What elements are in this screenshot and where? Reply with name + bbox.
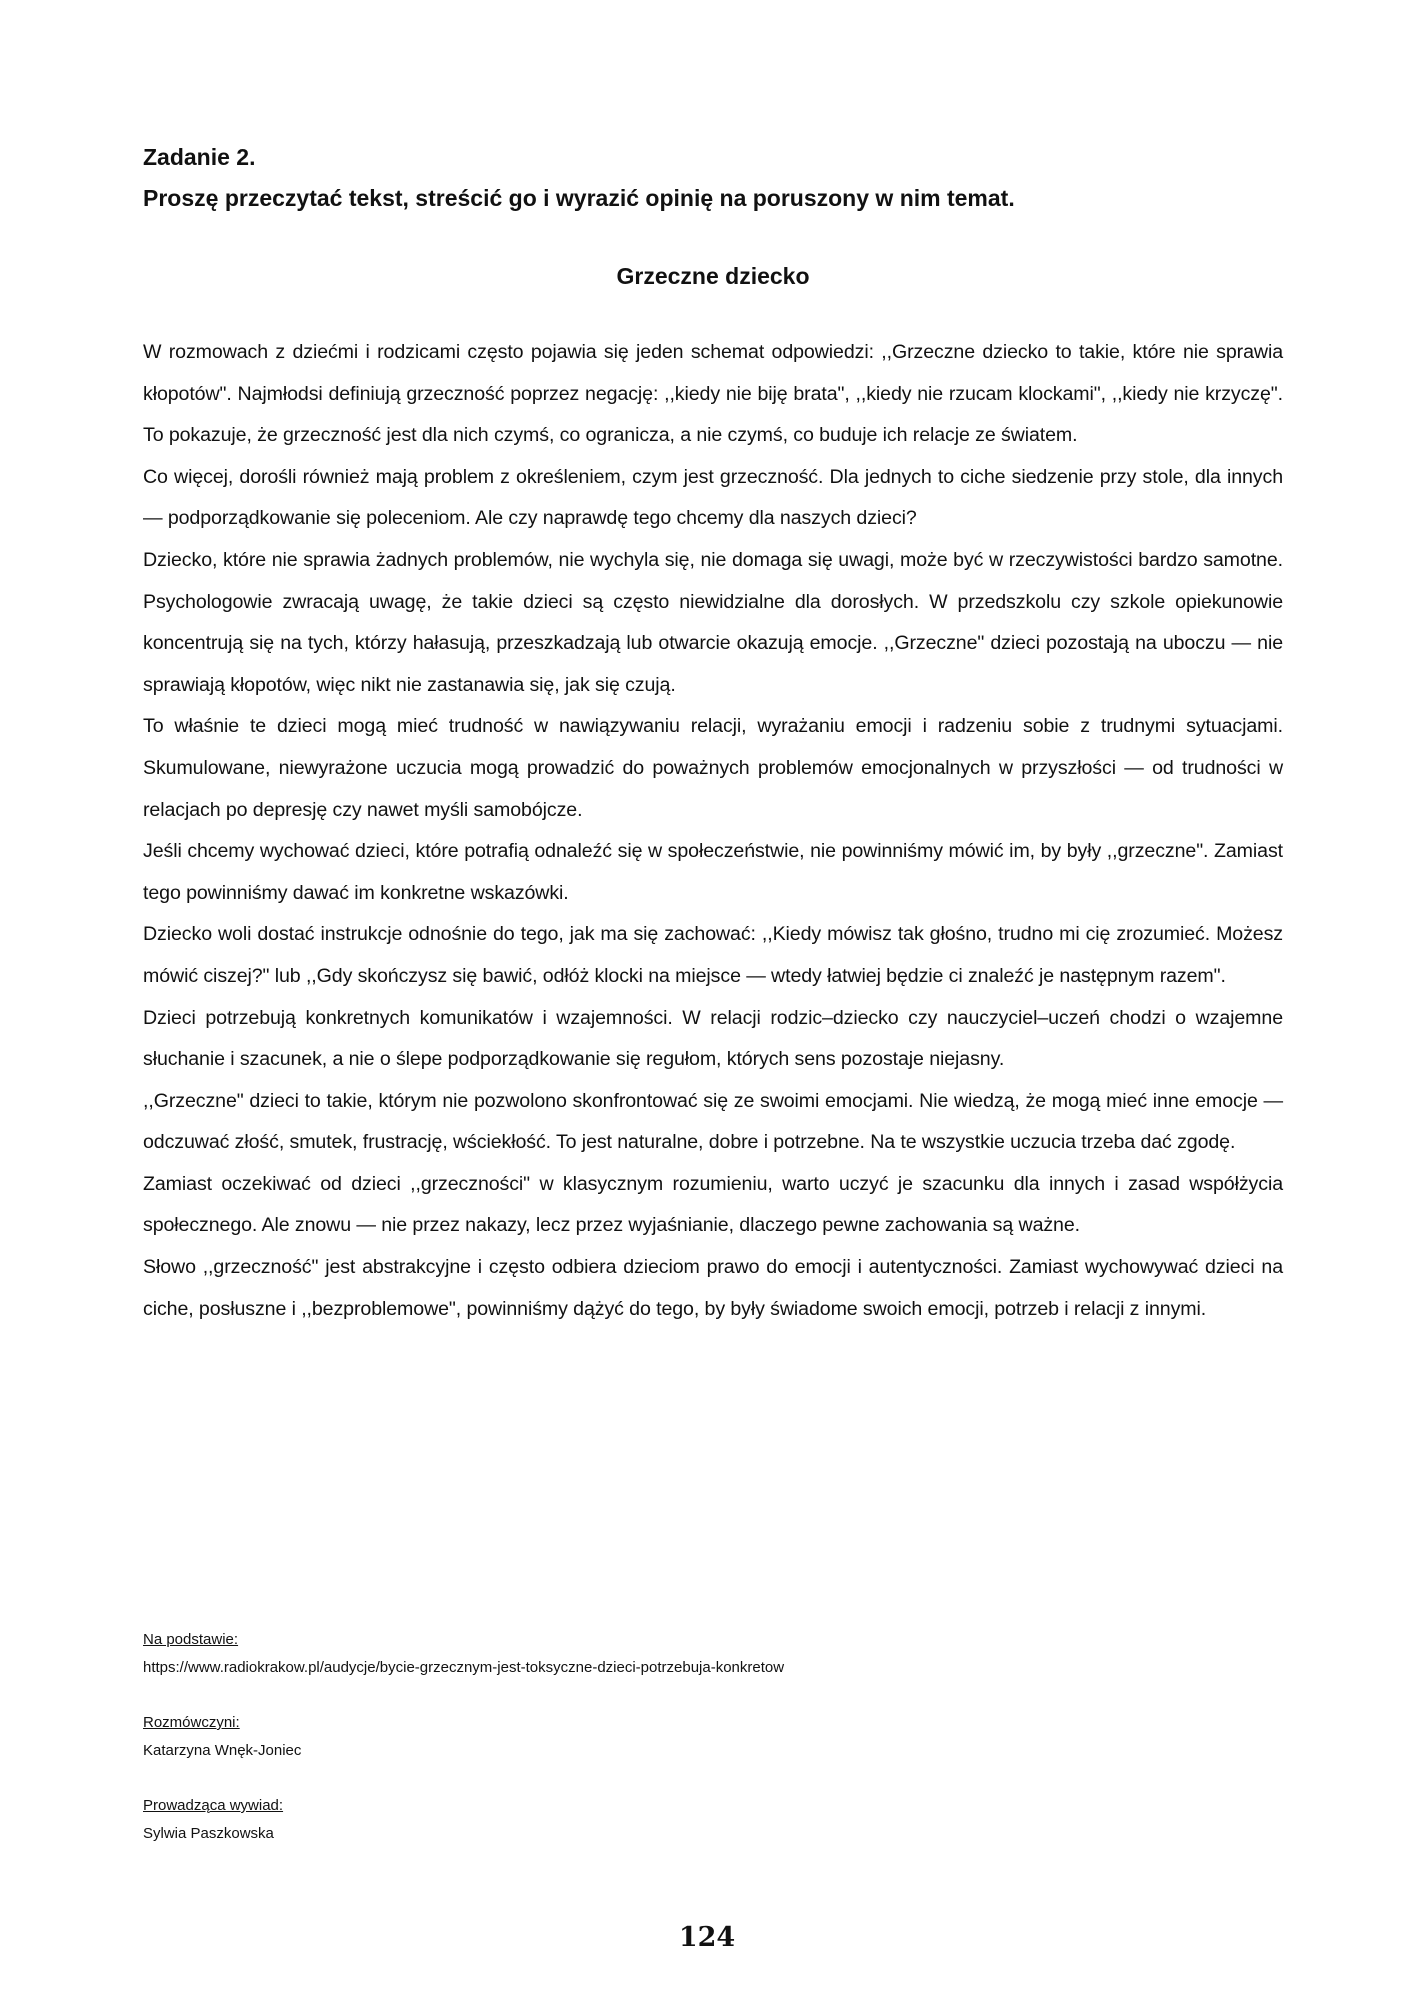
article-paragraph: Dzieci potrzebują konkretnych komunikatów i wzajemności. W relacji rodzic–dziecko czy nauczyciel–uczeń chodzi o wzajemne słuchanie i szacunek, a nie o ślepe podporządkowanie się regułom, których sens pozostaje niejasny.: [143, 1006, 1283, 1071]
article-paragraph: Jeśli chcemy wychować dzieci, które potrafią odnaleźć się w społeczeństwie, nie powinniśmy mówić im, by były ,,grzeczne". Zamiast tego powinniśmy dawać im konkretne wskazówki.: [143, 840, 1283, 904]
task-label: Zadanie 2.: [143, 144, 256, 170]
article-body: [143, 332, 1283, 1330]
article-paragraph: Co więcej, dorośli również mają problem z określeniem, czym jest grzeczność. Dla jednych to ciche siedzenie przy stole, dla innych — podporządkowanie się poleceniom. Ale czy naprawdę tego chcemy dla naszych dzieci?: [143, 465, 1283, 530]
article-paragraph: Zamiast oczekiwać od dzieci ,,grzeczności" w klasycznym rozumieniu, warto uczyć je szacunku dla innych i zasad współżycia społecznego. Ale znowu — nie przez nakazy, lecz przez wyjaśnianie, dlaczego pewne zachowania są ważne.: [143, 1172, 1283, 1237]
page-number: 124: [678, 1922, 736, 1953]
source-interviewer-name: Sylwia Paszkowska: [143, 1825, 274, 1842]
article-title: Grzeczne dziecko: [616, 263, 810, 289]
source-url: https://www.radiokrakow.pl/audycje/bycie-grzecznym-jest-toksyczne-dzieci-potrzebuja-konkretow: [143, 1659, 785, 1676]
source-interviewee-label: Rozmówczyni:: [143, 1714, 240, 1731]
sources-section: [143, 1626, 1283, 1875]
task-instruction: Proszę przeczytać tekst, streścić go i wyrazić opinię na poruszony w nim temat.: [143, 185, 1015, 211]
source-interviewer-label: Prowadząca wywiad:: [143, 1797, 284, 1814]
article-paragraph: To właśnie te dzieci mogą mieć trudność w nawiązywaniu relacji, wyrażaniu emocji i radzeniu sobie z trudnymi sytuacjami. Skumulowane, niewyrażone uczucia mogą prowadzić do poważnych problemów emocjonalnych w przyszłości — od trudności w relacjach po depresję czy nawet myśli samobójcze.: [143, 715, 1283, 821]
source-interviewee-name: Katarzyna Wnęk-Joniec: [143, 1742, 302, 1759]
source-basis: [143, 1626, 1283, 1682]
source-interviewer: [143, 1792, 1283, 1848]
source-basis-label: Na podstawie:: [143, 1631, 239, 1648]
article-paragraph: Słowo ,,grzeczność" jest abstrakcyjne i często odbiera dzieciom prawo do emocji i autentyczności. Zamiast wychowywać dzieci na ciche, posłuszne i ,,bezproblemowe", powinniśmy dążyć do tego, by były świadome swoich emocji, potrzeb i relacji z innymi.: [143, 1256, 1283, 1320]
article-paragraph: Dziecko, które nie sprawia żadnych problemów, nie wychyla się, nie domaga się uwagi, może być w rzeczywistości bardzo samotne. Psychologowie zwracają uwagę, że takie dzieci są często niewidzialne dla dorosłych. W przedszkolu czy szkole opiekunowie koncentrują się na tych, którzy hałasują, przeszkadzają lub otwarcie okazują emocje. ,,Grzeczne" dzieci pozostają na uboczu — nie sprawiają kłopotów, więc nikt nie zastanawia się, jak się czują.: [143, 548, 1283, 696]
article-paragraph: Dziecko woli dostać instrukcje odnośnie do tego, jak ma się zachować: ,,Kiedy mówisz tak głośno, trudno mi cię zrozumieć. Możesz mówić ciszej?" lub ,,Gdy skończysz się bawić, odłóż klocki na miejsce — wtedy łatwiej będzie ci znaleźć je następnym razem".: [143, 923, 1283, 987]
article-paragraph: ,,Grzeczne" dzieci to takie, którym nie pozwolono skonfrontować się ze swoimi emocjami. Nie wiedzą, że mogą mieć inne emocje — odczuwać złość, smutek, frustrację, wściekłość. To jest naturalne, dobre i potrzebne. Na te wszystkie uczucia trzeba dać zgodę.: [143, 1089, 1283, 1154]
article-paragraph: W rozmowach z dziećmi i rodzicami często pojawia się jeden schemat odpowiedzi: ,,Grzeczne dziecko to takie, które nie sprawia kłopotów". Najmłodsi definiują grzeczność poprzez negację: ,,kiedy nie biję brata", ,,kiedy nie rzucam klockami", ,,kiedy nie krzyczę". To pokazuje, że grzeczność jest dla nich czymś, co ogranicza, a nie czymś, co buduje ich relacje ze światem.: [143, 341, 1283, 447]
source-interviewee: [143, 1709, 1283, 1765]
